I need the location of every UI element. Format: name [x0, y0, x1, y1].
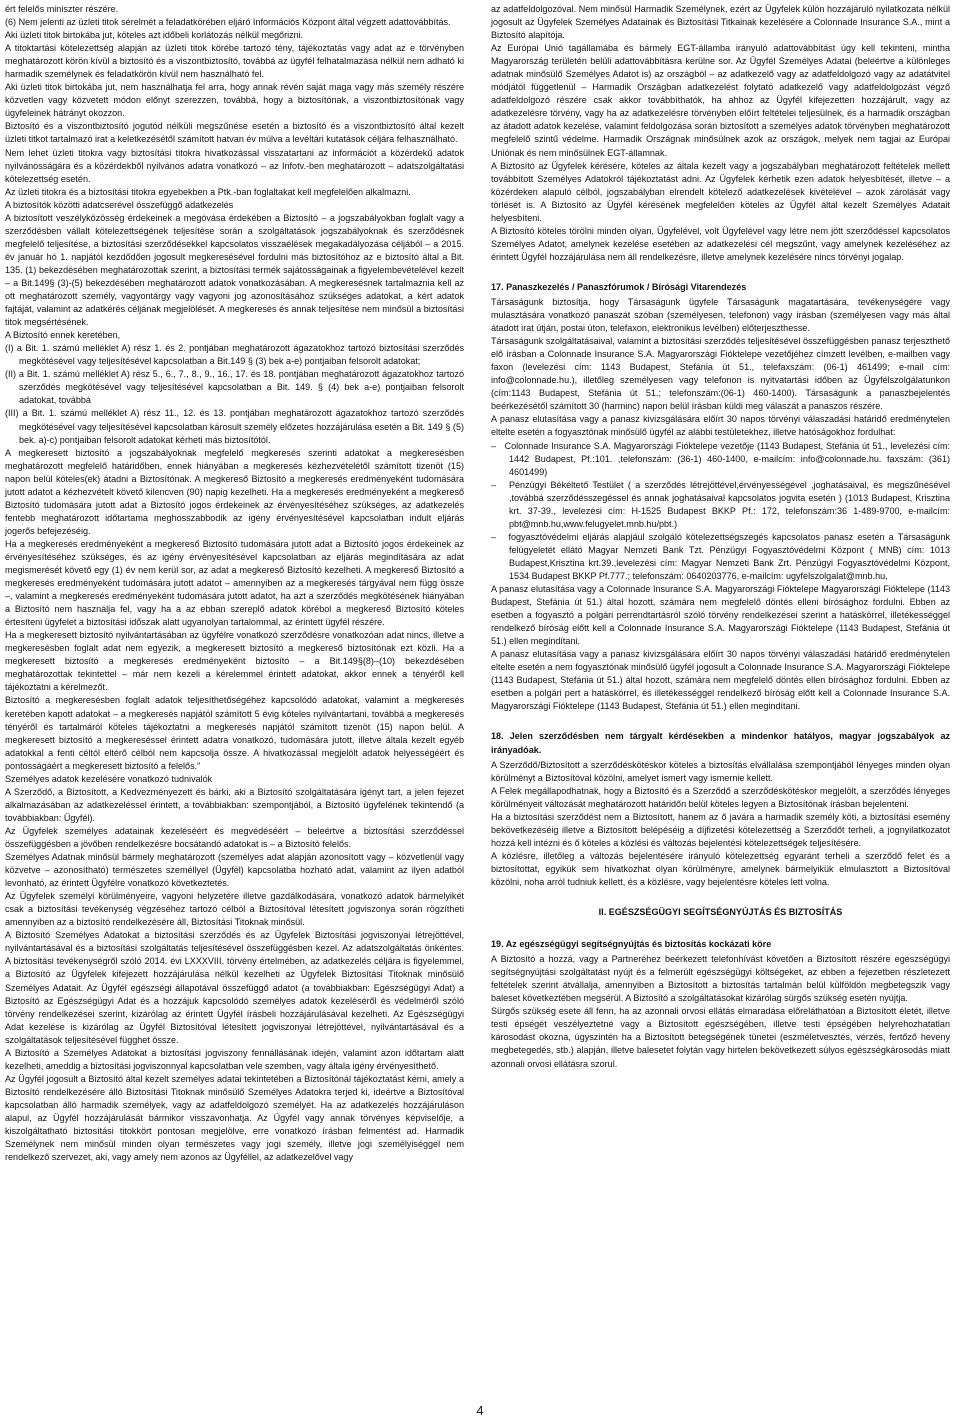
paragraph: Biztosító a megkeresésben foglalt adatok teljesíthetőségéhez kapcsolódó adatokat, valamint a megkeresés keretében kapott adatokat – a megkeresés napjától számított 5 évig köteles nyilvántartani, továbbá a megkeresés tényéről és tartalmáról köteles tájékoztatni a megkeresés napjától számított tizenöt (15) napon belül. A megkeresett biztosító a megkereséssel érintett adatra vonatkozó, tudomására jutott, illetve általa kezelt egyéb adatokkal a fenti céltól eltérő célból nem kapcsolja össze. A hivatkozással megjelölt adatok helyességéért és pontosságáért a megkeresett biztosító a felelős." — [5, 695, 464, 771]
paragraph: Személyes Adatnak minősül bármely meghatározott (személyes adat alapján azonosított vagy – közvetlenül vagy közvetve – azonosítható) természetes személlyel (Ügyfél) kapcsolatba hozható adat, valamint az ilyen adatból levonható, az érintett Ügyfélre vonatkozó következtetés. — [5, 852, 464, 889]
list-item: (II) a Bit. 1. számú melléklet A) rész 5., 6., 7., 8., 9., 16., 17. és 18. pontjában meghatározott ágazatokhoz tartozó szerződés megkötésével vagy teljesítésével kapcsolatban a Bit. 149. § (4) bek a-e) pontjaiban felsorolt adatokat, továbbá — [5, 369, 464, 406]
paragraph: Az Európai Unió tagállamába és bármely EGT-államba irányuló adattovábbítást úgy kell tekinteni, mintha Magyarország területén belüli adattovábbításra kerülne sor. Az Ügyfél Személyes Adatai (beleértve a különleges adatnak minősülő Személyes Adatot is) az országból – az adatkezelő vagy az adatfeldolgozó vagy az adatátvitel módjától függetlenül – Harmadik Országban adatkezelést folytató adatkezelő vagy adatfeldolgozást végző adatfeldolgozó részére csak akkor továbbíthatók, ha ahhoz az Ügyfél kifejezetten hozzájárult, vagy az adatkezelésre törvény, vagy ha az adatkezelésre törvényben előírt feltételei teljesülnek, és a harmadik országban az átadott adatok kezelése, valamint feldolgozása során biztosított a személyes adatok törvényben meghatározott megfelelő szintű védelme. Harmadik Országnak minősülnek azok az országok, melyek nem tagjai az Európai Uniónak és nem minősülnek EGT-államnak. — [491, 43, 950, 158]
paragraph: A Biztosító köteles törölni minden olyan, Ügyfelével, volt Ügyfelével vagy létre nem jött szerződéssel kapcsolatos Személyes Adatot, amelynek kezelése esetében az adatkezelési cél megszűnt, vagy amelynek kezeléséhez az érintett Ügyfél hozzájárulása nem áll rendelkezésre, illetve amelynek kezelésére nincs törvényi jogalap. — [491, 225, 950, 262]
list-item: – fogyasztóvédelmi eljárás alapjául szolgáló kötelezettségszegés kapcsolatos panasz esetén a Társaságunk felügyeletét ellátó Magyar Nemzeti Bank Tzt. Pénzügyi Fogyasztóvédelmi Központ ( MNB) cím: 1013 Budapest,Krisztina krt.39.,levelezési cím: Magyar Nemzeti Bank Zrt. Pénzügyi Fogyasztóvédelmi Központ, 1534 Budapest BKKP Pf.777.; telefonszám: 0640203776, e-mailcím: ugyfelszolgalat@mnb.hu, — [491, 531, 950, 581]
paragraph: A Biztosító Személyes Adatokat a biztosítási szerződés és az Ügyfelek Biztosítási jogviszonyai létrejöttével, nyilvántartásával és a biztosítási szolgáltatás teljesítésével összefüggésben kezel. Az adatszolgáltatás önkéntes. A biztosítási tevékenységről szóló 2014. évi LXXXVIII. törvény értelmében, az adatkezelés céljára is figyelemmel, a Biztosító az Ügyfelek kifejezett hozzájárulása nélkül kezelheti az Ügyfelek Biztosítási Titoknak minősülő Személyes Adatait. Az Ügyfél egészségi állapotával összefüggő adatot (a továbbiakban: Egészségügyi Adat) a Biztosító az Egészségügyi Adat és a hozzájuk kapcsolódó személyes adatok kezeléséről és védelméről szóló törvény rendelkezései szerint, kizárólag az érintett Ügyfél írásbeli hozzájárulásával kezelheti. Az Egészségügyi Adat kezelése is kizárólag az Ügyfél Biztosítóval létesített jogviszonyai létrejöttével, nyilvántartásával és a szolgáltatások teljesítésével függhet össze. — [5, 930, 464, 1045]
list-item-text: fogyasztóvédelmi eljárás alapjául szolgáló kötelezettségszegés kapcsolatos panasz esetén a Társaságunk felügyeletét ellátó Magyar Nemzeti Bank Tzt. Pénzügyi Fogyasztóvédelmi Központ ( MNB) cím: 1013 Budapest,Krisztina krt.39.,levelezési cím: Magyar Nemzeti Bank Zrt. Pénzügyi Fogyasztóvédelmi Központ, 1534 Budapest BKKP Pf.777.; telefonszám: 0640203776, e-mailcím: ugyfelszolgalat@mnb.hu, — [508, 531, 950, 581]
left-column — [5, 3, 464, 1164]
paragraph: A Biztosító a Személyes Adatokat a biztosítási jogviszony fennállásának idején, valamint azon időtartam alatt kezelheti, ameddig a biztosítási jogviszonnyal kapcsolatban vele szemben, vagy általa igény érvényesíthető. — [5, 1047, 464, 1071]
paragraph: A Szerződő, a Biztosított, a Kedvezményezett és bárki, aki a Biztosító szolgáltatására igényt tart, a jelen fejezet alkalmazásában az adatkezeléssel érintett, a továbbiakban: szempontjából, a Biztosító ügyfelének tekintendő (a továbbiakban: Ügyfél). — [5, 786, 464, 823]
paragraph: A titoktartási kötelezettség alapján az üzleti titok körébe tartozó tény, tájékoztatás vagy adat az e törvényben meghatározott körön kívül a biztosító és a viszontbiztosító, továbbá az ügyfél felhatalmazása nélkül nem adható ki harmadik személynek és feladatkörön kívül nem használható fel. — [5, 43, 464, 80]
paragraph: A Biztosító az Ügyfelek kérésére, köteles az általa kezelt vagy a jogszabályban meghatározott feltételek mellett továbbított Személyes Adatokról tájékoztatást adni. Az Ügyfelek kérhetik ezen adatok helyesbítését, illetve – a közérdeken alapuló célból, jogszabályban elrendelt kötelező adatkezelések kivételével – azok zárolását vagy törlését is. A Biztosító az Ügyfél kérésének megfelelően köteles az Ügyfél által kezelt Személyes Adatait helyesbíteni. — [491, 160, 950, 223]
paragraph: Az Ügyfelek személyi körülményeire, vagyoni helyzetére illetve gazdálkodására, vonatkozó adatok bármelyikét csak a biztosítási tevékenység végzéséhez tartozó célból a Biztosítóval létesített jogviszonya során rögzítheti amennyiben az a biztosító rendelkezésére áll, Biztosítási Titoknak minősül. — [5, 891, 464, 928]
paragraph: A Biztosító ennek keretében, — [5, 330, 121, 341]
subsection-title: A biztosítók közötti adatcserével összefüggő adatkezelés — [5, 199, 234, 210]
paragraph: ért felelős miniszter részére. — [5, 4, 119, 14]
list-item: – Pénzügyi Békéltető Testület ( a szerződés létrejöttével,érvényességével ,joghatásaival, és megszűnésével ,továbbá szerződésszegéssel és annak joghatásaival kapcsolatos jogvita esetén ) (1013 Budapest, Krisztina krt. 37-39., levelezési cím: H-1525 Budapest BKKP Pf.: 172, telefonszám:36 1-489-9700, e-mailcím: pbt@mnb.hu,www.felugyelet.mnb.hu/pbt.) — [491, 479, 950, 529]
spacer — [491, 713, 950, 726]
paragraph: Társaságunk biztosítja, hogy Társaságunk ügyfele Társaságunk magatartására, tevékenységére vagy mulasztására vonatkozó panaszát szóban (személyesen, telefonon) vagy írásban (személyesen vagy más által átadott irat útján, postai úton, telefaxon, elektronikus levélben) előterjeszthesse. — [491, 296, 950, 334]
paragraph: Nem lehet üzleti titokra vagy biztosítási titokra hivatkozással visszatartani az információt a közérdekű adatok nyilvánosságára és a közérdekből nyilvános adatra vonatkozó – az Infotv.-ben meghatározott – adatszolgáltatási kötelezettség esetén. — [5, 147, 464, 184]
paragraph: az adatfeldolgozóval. Nem minősül Harmadik Személynek, ezért az Ügyfelek külön hozzájáruló nyilatkozata nélkül jogosult az Ügyfelek Személyes Adatainak és Biztosítási Titkainak kezelésére a Colonnade Insurance S.A., mint a Biztosító alapítója. — [491, 4, 950, 41]
list-item-text: Colonnade Insurance S.A. Magyarországi Fióktelepe vezetője (1143 Budapest, Stefánia út 51., levelezési cím: 1442 Budapest, Pf.:101. ,telefonszám: (36-1) 460-1400, e-mailcím: info@colonnade.hu. faxszám: (361) 4601499) — [504, 440, 951, 477]
spacer — [491, 921, 950, 934]
right-column — [491, 3, 950, 1071]
paragraph: Ha a megkeresett biztosító nyilvántartásában az ügyfélre vonatkozó szerződésre vonatkozóan adat nincs, illetve a megkeresésben foglalt adat nem egyezik, a megkeresett biztosító a megkereső biztosítónak ezt közli. Ha a megkeresett biztosító a megkeresés eredményeként biztosító – a Bit.149§(8)–(10) bekezdésében meghatározottak tekintettel – már nem kezeli a kérelemmel érintett adatokat, akkor ennek a tényéről kell tájékoztatni a kérelmezőt. — [5, 630, 464, 693]
paragraph: Biztosító és a viszontbiztosító jogutód nélküli megszűnése esetén a biztosító és a viszontbiztosító által kezelt üzleti titkot tartalmazó irat a keletkezésétől számított hatvan év múlva a levéltári kutatások céljára felhasználható. — [5, 121, 464, 145]
page-number: 4 — [476, 1403, 484, 1418]
paragraph: (6) Nem jelenti az üzleti titok sérelmét a feladatkörében eljáró Információs Központ által végzett adattovábbítás. — [5, 17, 451, 28]
paragraph: Az Ügyfél jogosult a Biztosító által kezelt személyes adatai tekintetében a Biztosítónál tájékoztatást kérni, amely a Biztosító rendelkezésére álló Biztosítási Titoknak minősülő Személyes Adatokra terjed ki, ideértve a Biztosítóval kapcsolatban álló harmadik személyek, vagy az adatfeldolgozó személyét. Ha az adatkezelés hozzájáruláson alapul, az Ügyfél hozzájárulását bármikor visszavonhatja. Az Ügyfél vagy annak törvényes képviselője, a kiszolgáltatható biztosítási titokkört pontosan megjelölve, erre vonatkozó írásban felmentést ad. Harmadik Személynek nem minősül minden olyan természetes vagy jogi személy, illetve jogi személyiséggel nem rendelkező szervezet, aki, vagy amely nem azonos az Ügyféllel, az adatkezelővel vagy — [5, 1073, 464, 1163]
list-item: – Colonnade Insurance S.A. Magyarországi Fióktelepe vezetője (1143 Budapest, Stefánia út 51., levelezési cím: 1442 Budapest, Pf.:101. ,telefonszám: (36-1) 460-1400, e-mailcím: info@colonnade.hu. faxszám: (361) 4601499) — [491, 440, 951, 477]
list-item-text: Pénzügyi Békéltető Testület ( a szerződés létrejöttével,érvényességével ,joghatásaival, és megszűnésével ,továbbá szerződésszegéssel és annak joghatásaival kapcsolatos jogvita esetén ) (1013 Budapest, Krisztina krt. 37-39., levelezési cím: H-1525 Budapest BKKP Pf.: 172, telefonszám:36 1-489-9700, e-mailcím: pbt@mnb.hu,www.felugyelet.mnb.hu/pbt.) — [508, 479, 950, 529]
paragraph: A panasz elutasítása vagy a panasz kivizsgálására előírt 30 napos törvényi válaszadási határidő eredménytelen eltelte esetén a fogyasztónak minősülő ügyfél az alábbi testületekhez, illetve hatóságokhoz fordulhat: — [491, 414, 950, 438]
part-II-heading: II. EGÉSZSÉGÜGYI SEGÍTSÉGNYÚJTÁS ÉS BIZTOSÍTÁS — [598, 907, 843, 918]
paragraph: A megkeresett biztosító a jogszabályoknak megfelelő megkeresés szerinti adatokat a megkeresésben meghatározott megfelelő határidőben, ennek hiányában a megkeresés kézhezvételétől számított tizenöt (15) napon belül köteles(ek) átadni a Biztosítónak. A megkereső Biztosító a megkeresés eredményeként tudomására jutott adatot a kézhezvételt követő kilencven (90) napig kezelheti. Ha a megkeresés eredményeként a megkereső Biztosító tudomására jutott adat a Biztosító jogos érdekeinek az érvényesítéséhez szükséges, az adatkezelés fentebb meghatározott időtartama meghosszabbodik az igény érvényesítésével kapcsolatban indult eljárás jogerős befejezéséig. — [5, 447, 464, 536]
paragraph: Az üzleti titokra és a biztosítási titokra egyebekben a Ptk.-ban foglaltakat kell megfelelően alkalmazni. — [5, 186, 411, 197]
paragraph: A Szerződő/Biztosított a szerződéskötéskor köteles a biztosítás elvállalása szempontjából lényeges minden olyan körülményt a Biztosítóval közölni, amelyet ismert vagy ismernie kellett. — [491, 759, 950, 783]
subsection-title: Személyes adatok kezelésére vonatkozó tudnivalók — [5, 773, 213, 784]
paragraph: Társaságunk szolgáltatásaival, valamint a biztosítási szerződés teljesítésével összefüggésben panasz terjeszthető elő írásban a Colonnade Insurance S.A. Magyarországi Fióktelepe vezetőjéhez címzett levélben, e-mailben vagy faxon (levelezési cím: 1143 Budapest, Stefánia út 51., telefaxszám: (06-1) 461499; e-mail cím: info@colonnade.hu.), illetőleg személyesen vagy telefonon is nyitvatartási időben az Ügyfélszolgálatunkon (cím:1143 Budapest, Stefánia út 51.; telefonszám:(06-1) 460-1400). Társaságunk a panaszbejelentés beérkezésétől számított 30 (harminc) napon belül írásban küldi meg válaszát a panaszos részére. — [491, 336, 950, 412]
paragraph: A panasz elutasítása vagy a Colonnade Insurance S.A. Magyarországi Fióktelepe Magyarországi Fióktelepe (1143 Budapest, Stefánia út 51.) által hozott, számára nem megfelelő döntés elleni bírósághoz fordulni. Ebben az esetben a fogyasztó a polgári perrendtartásról szóló törvény rendelkezései szerint a hatáskörrel, illetékességgel rendelkező bíróság előtt kell a Colonnade Insurance S.A. Magyarországi Fióktelepe (1143 Budapest, Stefánia út 51.) ellen megindítani. — [491, 584, 950, 647]
list-item: (III) a Bit. 1. számú melléklet A) rész 11., 12. és 13. pontjában meghatározott ágazatokhoz tartozó szerződés megkötésével vagy teljesítésével kapcsolatban károsult személy előzetes hozzájárulása esetén a Bit. 149 § (5) bek. a)-c) pontjaiban felsorolt adatokat kérheti más biztosítótól. — [5, 408, 464, 445]
list-item: (I) a Bit. 1. számú melléklet A) rész 1. és 2. pontjában meghatározott ágazatokhoz tartozó biztosítási szerződés megkötésével vagy teljesítésével kapcsolatban a Bit.149 § (3) bek a-e) pontjaiban felsorolt adatokat; — [5, 343, 464, 367]
spacer — [491, 264, 950, 277]
paragraph: A Biztosító a hozzá, vagy a Partneréhez beérkezett telefonhívást követően a Biztosított részére egészségügyi segítségnyújtási szolgáltatást nyújt és a felmerült egészségügyi költségeket, az ebben a fejezetben részletezett feltételek szerint átvállalja, amennyiben a Biztosított a biztosítás tartalmán belül külföldön megbetegszik vagy baleset következtében megsérül. A Biztosító a szolgáltatásokat kizárólag sürgős szükség esetén nyújtja. — [491, 954, 950, 1004]
paragraph: Ha a megkeresés eredményeként a megkereső Biztosító tudomására jutott adat a Biztosító jogos érdekeinek az érvényesítéséhez szükséges, és az igény érvényesítésével kapcsolatban az eljárás megindítására az adat megismerését követő egy (1) év nem kerül sor, az adat a megkereső Biztosító kezelheti. A megkereső Biztosító a megkeresés eredményeként tudomására jutott adatot – amennyiben az a megkeresés tárgyával nem függ össze –, valamint a megkeresés eredményeként tudomására jutott adatot, ha azt a szerződés megkötésének hiányában a Biztosító nem használja fel, vagy ha a az ebban szereplő adatok körébol a megkereső Biztosító köteles értesíteni ügyfelet a biztosítási időszak alatt ugyanolyan tartalommal, az érintett ügyfél részére. — [5, 538, 464, 628]
paragraph: A biztosított veszélyközösség érdekeinek a megóvása érdekében a Biztosító – a jogszabályokban foglalt vagy a szerződésben vállalt kötelezettségének teljesítése során a szolgáltatások jogszabályoknak és szerződésnek megfelelő teljesítése, a biztosítási szerződésekkel kapcsolatos visszaélések megakadályozása céljából – a 2015. év január hó 1. napjától kezdődően jogosult megkeresésével fordulni más biztosítóhoz az e biztosító által a Bit. 135. (1) bekezdésében meghatározottak szerint, a biztosítási termék sajátosságainak a figyelembevételével kezelt – a Bit.149§ (3)-(5) bekezdésében meghatározott adatok vonatkozásában. A megkeresésnek tartalmaznia kell az ott meghatározott személy, vagyontárgy vagy vagyoni jog azonosításához szükséges adatokat, a kért adatok fajtáját, valamint az adatkérés céljának megjelölését. A megkeresés és annak teljesítése nem minősül a biztosítási titok megsértésének. — [5, 212, 464, 328]
section-19-heading: 19. Az egészségügyi segítségnyújtás és biztosítás kockázati köre — [491, 939, 772, 950]
paragraph: Aki üzleti titok birtokába jut, nem használhatja fel arra, hogy annak révén saját maga vagy más személy részére közvetlen vagy közvetett módon előnyt szerezzen, továbbá, hogy a biztosítónak, a viszontbiztosítónak vagy ügyfeleinek hátrányt okozzon. — [5, 82, 464, 119]
paragraph: Aki üzleti titok birtokába jut, köteles azt időbeli korlátozás nélkül megőrizni. — [5, 30, 304, 41]
paragraph: Sürgős szükség esete áll fenn, ha az azonnali orvosi ellátás elmaradása előreláthatóan a Biztosított életét, illetve testi épségét veszélyeztetné vagy a Biztosított egészségében, illetve testi épségében helyrehozhatatlan károsodást okozna, úgyszintén ha a Biztosított betegségének tünetei (eszméletvesztés, vérzés, fertőző heveny megbetegedés, stb.) alapján, illetve balesetet folytán vagy hirtelen bekövetkezett súlyos egészségkárosodás miatt azonnali orvosi ellátásra szorul. — [491, 1006, 950, 1069]
section-17-heading: 17. Panaszkezelés / Panaszfórumok / Bírósági Vitarendezés — [491, 281, 747, 292]
spacer — [491, 889, 950, 902]
paragraph: A Felek megállapodhatnak, hogy a Biztosító és a Szerződő a szerződéskötéskor megjelölt, a szerződés lényeges körülményeit változását meghatározott határidőn belül köteles legyen a Biztosítónak írásban bejelenteni. — [491, 785, 950, 809]
section-18-heading: 18. Jelen szerződésben nem tárgyalt kérdésekben a mindenkor hatályos, magyar jogszabályok az irányadóak. — [491, 731, 950, 755]
paragraph: A közlésre, illetőleg a változás bejelentésére irányuló kötelezettség egyaránt terheli a szerződő felet és a biztosítottat, egyikük sem hivatkozhat olyan körülményre, amelynek bármelyikük elmulasztott a Biztosítóval közölni, noha arról tudniuk kellett, és a közlésre, vagy bejelentésre köteles lett volna. — [491, 850, 950, 887]
paragraph: Ha a biztosítási szerződést nem a Biztosított, hanem az ő javára a harmadik személy köti, a biztosítási esemény bekövetkezéséig illetve a Biztosított belépéséig a díjfizetési kötelezettség a Szerződőt terheli, a jognyilatkozatot hozzá kell intézni és ő köteles a közlési és változás bejelentési kötelezettségek teljesítésére. — [491, 811, 950, 848]
paragraph: A panasz elutasítása vagy a panasz kivizsgálására előírt 30 napos törvényi válaszadási határidő eredménytelen eltelte esetén a nem fogyasztónak minősülő ügyfél jogosult a Colonnade Insurance S.A. Magyarországi Fióktelepe (1143 Budapest, Stefánia út 51.) által hozott, számára nem megfelelő döntés ellen bírósághoz fordulni. Ebben az esetben a polgári pert a hatáskörrel, és illetékességgel rendelkező bíróság előtt kell a Colonnade Insurance S.A. Magyarországi Fióktelepe (1143 Budapest, Stefánia út 51.) ellen megindítani. — [491, 649, 950, 712]
paragraph: Az Ügyfelek személyes adatainak kezeléséért és megvédéséért – beleértve a biztosítási szerződéssel összefüggésben a jövőben rendelkezésre bocsátandó adatokat is – a Biztosító felelős. — [5, 825, 464, 849]
